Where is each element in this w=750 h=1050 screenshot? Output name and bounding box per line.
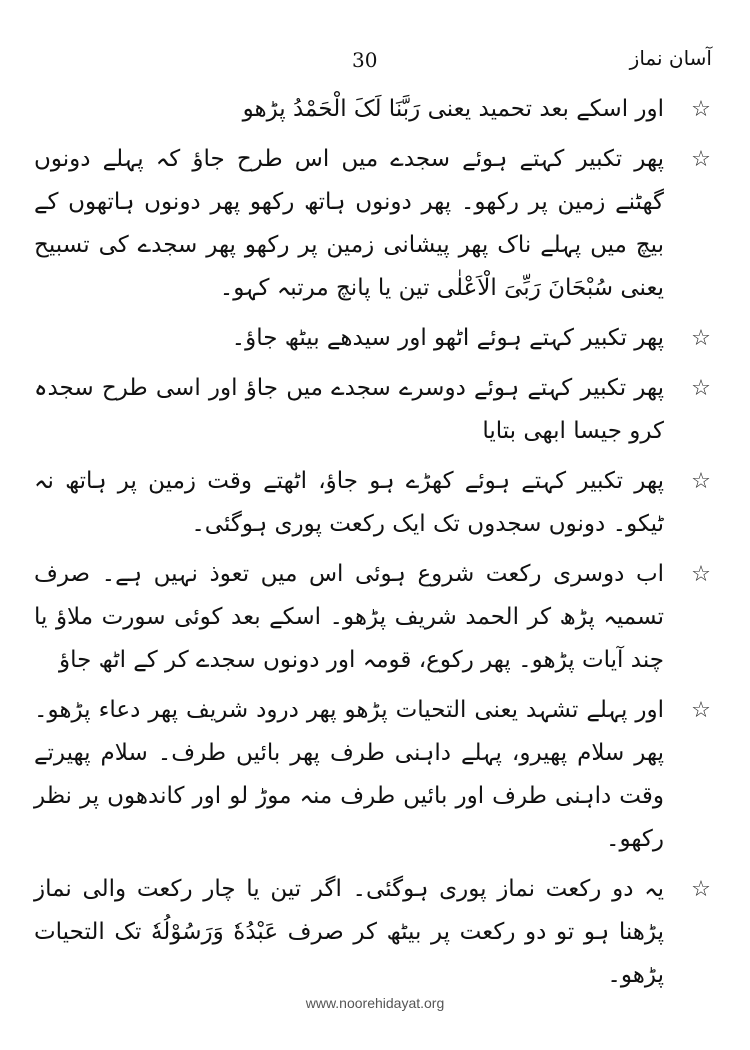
star-bullet-icon: ☆ <box>691 97 711 122</box>
page-header-title: آسان نماز <box>629 46 712 70</box>
star-bullet-icon: ☆ <box>691 376 711 401</box>
list-item-text: پھر تکبیر کہتے ہوئے کھڑے ہو جاؤ، اٹھتے وقت زمین پر ہاتھ نہ ٹیکو۔ دونوں سجدوں تک ایک رکعت پوری ہوگئی۔ <box>34 468 664 537</box>
list-item-text: اور اسکے بعد تحمید یعنی رَبَّنَا لَکَ الْحَمْدُ پڑھو <box>242 96 664 122</box>
footer-website-url: www.noorehidayat.org <box>305 995 445 1011</box>
list-item-text: اب دوسری رکعت شروع ہوئی اس میں تعوذ نہیں ہے۔ صرف تسمیہ پڑھ کر الحمد شریف پڑھو۔ اسکے بعد کوئی سورت ملاؤ یا چند آیات پڑھو۔ پھر رکوع، قومہ اور دونوں سجدے کر کے اٹھ جاؤ <box>34 561 664 673</box>
instruction-list <box>34 88 716 1004</box>
list-item-text: پھر تکبیر کہتے ہوئے اٹھو اور سیدھے بیٹھ جاؤ۔ <box>231 325 664 351</box>
star-bullet-icon: ☆ <box>691 326 711 351</box>
list-item <box>34 868 716 997</box>
star-bullet-icon: ☆ <box>691 877 711 902</box>
list-item <box>34 317 716 360</box>
star-bullet-icon: ☆ <box>691 147 711 172</box>
list-item <box>34 138 716 310</box>
star-bullet-icon: ☆ <box>691 562 711 587</box>
list-item <box>34 367 716 453</box>
list-item-text: پھر تکبیر کہتے ہوئے سجدے میں اس طرح جاؤ کہ پہلے دونوں گھٹنے زمین پر رکھو۔ پھر دونوں ہاتھ رکھو پھر دونوں ہاتھوں کے بیچ میں پہلے ناک پھر پیشانی زمین پر رکھو پھر سجدے کی تسبیح یعنی سُبْحَانَ رَبِّیَ الْاَعْلٰی تین یا پانچ مرتبہ کہو۔ <box>34 146 664 301</box>
page-number: 30 <box>352 48 378 72</box>
list-item-text: اور پہلے تشہد یعنی التحیات پڑھو پھر درود شریف پھر دعاء پڑھو۔ پھر سلام پھیرو، پہلے داہنی طرف پھر بائیں طرف۔ سلام پھیرتے وقت داہنی طرف اور بائیں طرف منہ موڑ لو اور کاندھوں پر نظر رکھو۔ <box>34 697 664 852</box>
list-item <box>34 460 716 546</box>
star-bullet-icon: ☆ <box>691 698 711 723</box>
list-item <box>34 689 716 861</box>
star-bullet-icon: ☆ <box>691 469 711 494</box>
list-item-text: پھر تکبیر کہتے ہوئے دوسرے سجدے میں جاؤ اور اسی طرح سجدہ کرو جیسا ابھی بتایا <box>34 375 664 444</box>
list-item-text: یہ دو رکعت نماز پوری ہوگئی۔ اگر تین یا چار رکعت والی نماز پڑھنا ہو تو دو رکعت پر بیٹھ کر صرف عَبْدُهٗ وَرَسُوْلُهٗ تک التحیات پڑھو۔ <box>34 876 664 988</box>
list-item <box>34 88 716 131</box>
list-item <box>34 553 716 682</box>
